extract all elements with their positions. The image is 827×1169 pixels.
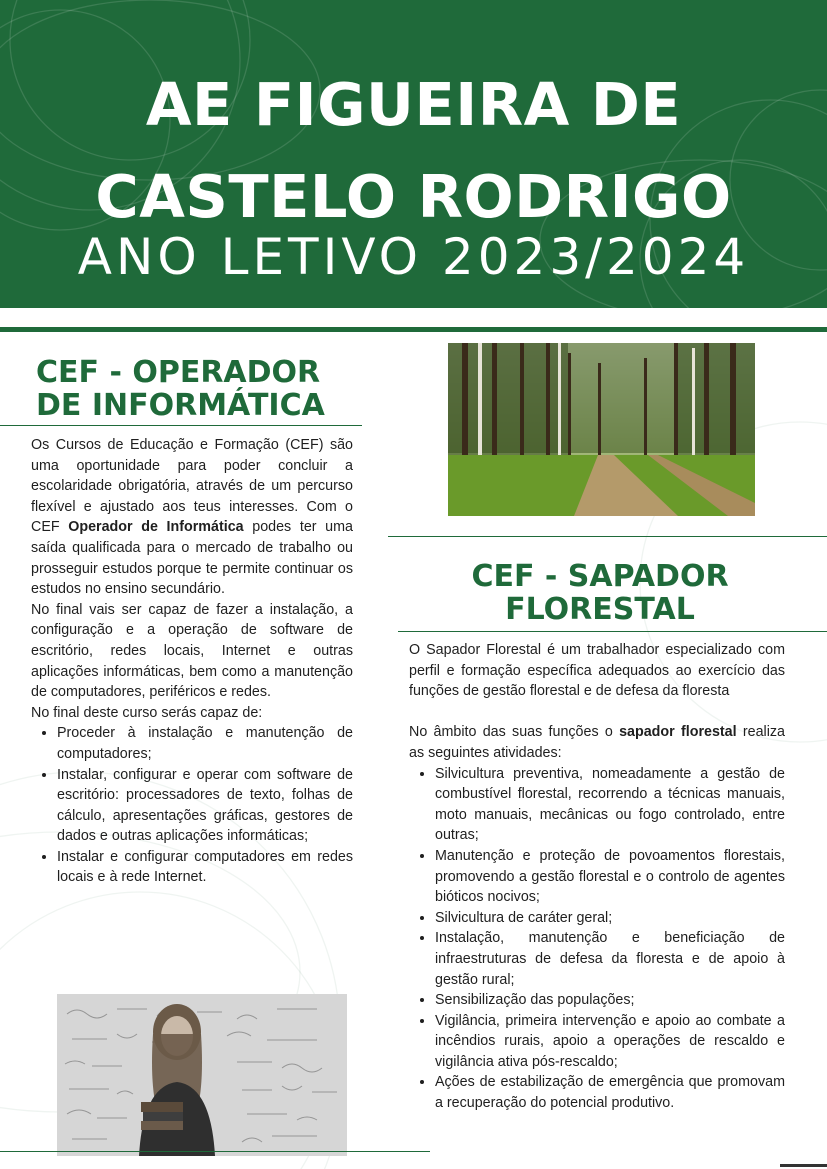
heading-line-1: CEF - OPERADOR <box>36 355 321 390</box>
heading-line-2: FLORESTAL <box>505 592 695 627</box>
right-heading-rule <box>398 631 827 632</box>
operador-informatica-heading <box>36 356 366 422</box>
title-line-2: CASTELO RODRIGO <box>95 162 732 231</box>
bottom-right-mark <box>780 1164 827 1167</box>
intro-text-end: podes ter uma saída qualificada para o mercado de trabalho ou prosseguir estudos porque te permite continuar os estudos no ensino secundário. <box>31 519 353 598</box>
outcomes-list <box>31 723 353 888</box>
list-item: • Instalação, manutenção e beneficiação de infraestruturas de defesa da floresta e de apoio à gestão rural; <box>435 928 785 990</box>
activities-intro-end: realiza as seguintes atividades: <box>409 724 785 761</box>
list-item: • Manutenção e proteção de povoamentos florestais, promovendo a gestão florestal e o controlo de agentes bióticos nocivos; <box>435 846 785 908</box>
sapador-florestal-text <box>409 640 785 1114</box>
paragraph-gap <box>409 702 785 723</box>
list-item: • Sensibilização das populações; <box>435 990 785 1011</box>
list-item: • Ações de estabilização de emergência que promovam a recuperação do potencial produtivo. <box>435 1072 785 1113</box>
student-photo <box>57 994 347 1156</box>
forest-photo <box>448 343 755 516</box>
activities-intro <box>409 722 785 763</box>
role-name: sapador florestal <box>619 724 737 741</box>
course-name: Operador de Informática <box>68 519 244 536</box>
list-item: • Silvicultura de caráter geral; <box>435 908 785 929</box>
intro-text: Os Cursos de Educação e Formação (CEF) são uma oportunidade para poder concluir a escolaridade obrigatória, através de um percurso flexível e ajustado aos teus interesses. Com o CEF <box>31 437 353 536</box>
list-item: • Instalar e configurar computadores em redes locais e à rede Internet. <box>57 847 353 888</box>
sapador-florestal-heading <box>400 560 800 626</box>
outcomes-intro: No final deste curso serás capaz de: <box>31 704 263 721</box>
school-year-subtitle: ANO LETIVO 2023/2024 <box>77 228 750 286</box>
list-item: • Instalar, configurar e operar com software de escritório: processadores de texto, folhas de cálculo, apresentações gráficas, gestores de dados e outras aplicações informáticas; <box>57 765 353 847</box>
right-top-rule <box>388 536 827 537</box>
list-item: • Vigilância, primeira intervenção e apoio ao combate a incêndios rurais, apoio a operações de rescaldo e vigilância ativa pós-rescaldo; <box>435 1011 785 1073</box>
activities-intro-text: No âmbito das suas funções o <box>409 724 620 741</box>
heading-line-2: DE INFORMÁTICA <box>36 388 325 423</box>
left-heading-rule <box>0 425 362 426</box>
activities-list <box>409 764 785 1114</box>
operador-informatica-text <box>31 435 353 888</box>
title-line-1: AE FIGUEIRA DE <box>145 70 682 139</box>
heading-line-1: CEF - SAPADOR <box>471 559 729 594</box>
skills-paragraph: No final vais ser capaz de fazer a instalação, a configuração e a operação de software de escritório, redes locais, Internet e outras aplicações informáticas, bem como a manutenção de computadores, periféricos e redes. <box>31 601 353 701</box>
bottom-left-rule <box>0 1151 430 1152</box>
definition-paragraph: O Sapador Florestal é um trabalhador especializado com perfil e formação específica adequados ao exercício das funções de gestão florestal e de defesa da floresta <box>409 642 785 700</box>
header-banner <box>0 0 827 308</box>
list-item: • Proceder à instalação e manutenção de computadores; <box>57 723 353 764</box>
intro-paragraph <box>31 435 353 600</box>
list-item: • Silvicultura preventiva, nomeadamente a gestão de combustível florestal, recorrendo a técnicas manuais, moto manuais, mecânicas ou fogo controlado, entre outras; <box>435 764 785 846</box>
